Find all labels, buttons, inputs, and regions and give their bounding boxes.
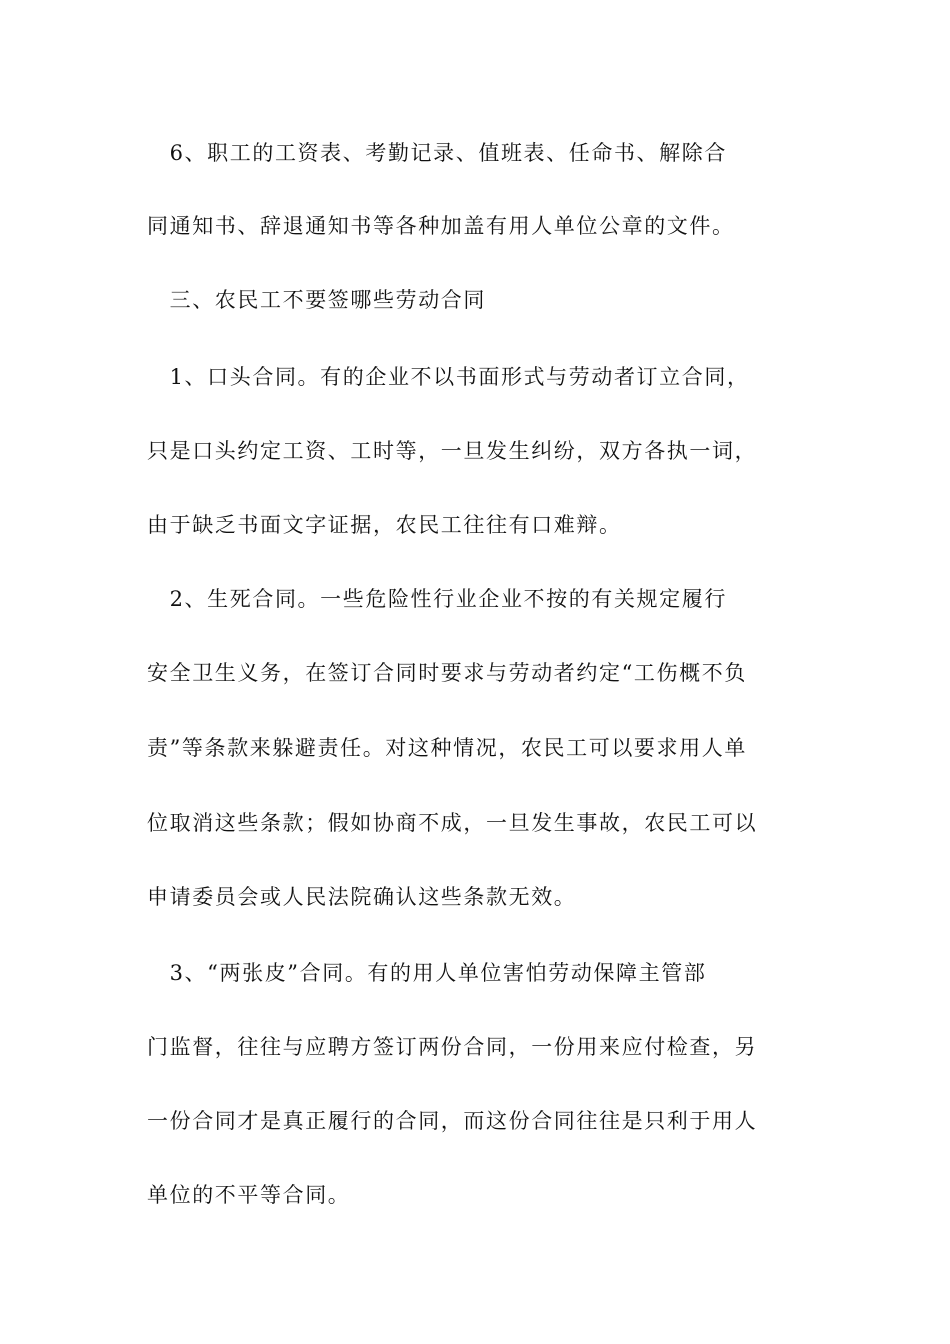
text-line-15: 单位的不平等合同。	[147, 1183, 351, 1207]
text-line-13: 门监督，往往与应聘方签订两份合同，一份用来应付检查，另	[147, 1035, 758, 1059]
text-line-6: 由于缺乏书面文字证据，农民工往往有口难辩。	[147, 513, 622, 537]
text-line-4: 1、口头合同。有的企业不以书面形式与劳动者订立合同，	[147, 365, 750, 389]
text-line-8: 安全卫生义务，在签订合同时要求与劳动者约定“工伤概不负	[147, 661, 747, 685]
text-line-9: 责”等条款来躲避责任。对这种情况，农民工可以要求用人单	[147, 736, 747, 760]
text-line-2: 同通知书、辞退通知书等各种加盖有用人单位公章的文件。	[147, 214, 735, 238]
text-line-1: 6、职工的工资表、考勤记录、值班表、任命书、解除合	[147, 141, 727, 165]
section-heading: 三、农民工不要签哪些劳动合同	[147, 288, 486, 312]
text-line-11: 申请委员会或人民法院确认这些条款无效。	[147, 885, 577, 909]
text-line-7: 2、生死合同。一些危险性行业企业不按的有关规定履行	[147, 587, 727, 611]
text-line-12: 3、“两张皮”合同。有的用人单位害怕劳动保障主管部	[147, 961, 707, 985]
text-line-14: 一份合同才是真正履行的合同，而这份合同往往是只利于用人	[147, 1109, 758, 1133]
text-line-5: 只是口头约定工资、工时等，一旦发生纠纷，双方各执一词，	[147, 439, 758, 463]
text-line-10: 位取消这些条款；假如协商不成，一旦发生事故，农民工可以	[147, 811, 758, 835]
